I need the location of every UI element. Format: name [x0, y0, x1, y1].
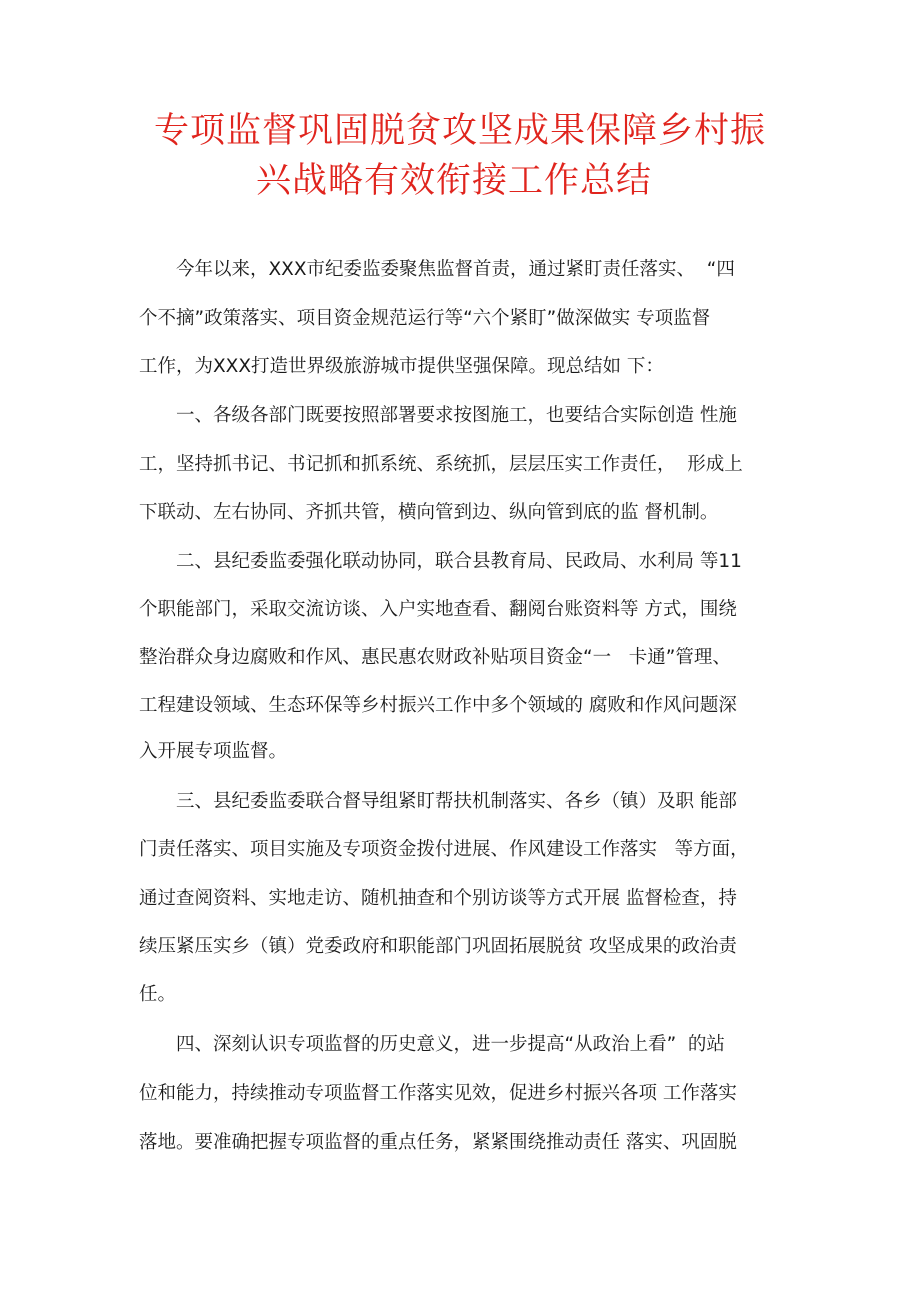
paragraph-3-line-3: 整治群众身边腐败和作风、惠民惠农财政补贴项目资金“一 卡通”管理、 — [139, 647, 731, 668]
paragraph-3-line-5: 入开展专项监督。 — [139, 741, 288, 762]
paragraph-1-line-3: 工作，为XXX打造世界级旅游城市提供坚强保障。现总结如 下： — [139, 356, 664, 377]
paragraph-4-line-4: 续压紧压实乡（镇）党委政府和职能部门巩固拓展脱贫 攻坚成果的政治责 — [139, 936, 737, 957]
document-title-line-2: 兴战略有效衔接工作总结 — [255, 161, 652, 201]
paragraph-2-line-2: 工，坚持抓书记、书记抓和抓系统、系统抓，层层压实工作责任， 形成上 — [139, 454, 743, 475]
paragraph-5-line-1: 四、深刻认识专项监督的历史意义，进一步提高“从政治上看” 的站 — [176, 1034, 725, 1055]
paragraph-1-line-2: 个不摘”政策落实、项目资金规范运行等“六个紧盯”做深做实 专项监督 — [139, 308, 711, 329]
paragraph-3-line-1: 二、县纪委监委强化联动协同，联合县教育局、民政局、水利局 等11 — [176, 551, 742, 572]
paragraph-3-line-2: 个职能部门，采取交流访谈、入户实地查看、翻阅台账资料等 方式，围绕 — [139, 599, 737, 620]
paragraph-5-line-2: 位和能力，持续推动专项监督工作落实见效，促进乡村振兴各项 工作落实 — [139, 1083, 737, 1104]
paragraph-2-line-1: 一、各级各部门既要按照部署要求按图施工，也要结合实际创造 性施 — [176, 405, 737, 426]
paragraph-3-line-4: 工程建设领域、生态环保等乡村振兴工作中多个领域的 腐败和作风问题深 — [139, 695, 737, 716]
paragraph-4-line-3: 通过查阅资料、实地走访、随机抽查和个别访谈等方式开展 监督检查，持 — [139, 888, 737, 909]
paragraph-4-line-5: 任。 — [139, 984, 177, 1005]
paragraph-2-line-3: 下联动、左右协同、齐抓共管，横向管到边、纵向管到底的监 督机制。 — [139, 502, 719, 523]
paragraph-1-line-1: 今年以来，XXX市纪委监委聚焦监督首责，通过紧盯责任落实、 “四 — [176, 259, 735, 280]
document-title-line-1: 专项监督巩固脱贫攻坚成果保障乡村振 — [153, 111, 766, 151]
paragraph-4-line-2: 门责任落实、项目实施及专项资金拨付进展、作风建设工作落实 等方面， — [139, 839, 749, 860]
paragraph-5-line-3: 落地。要准确把握专项监督的重点任务，紧紧围绕推动责任 落实、巩固脱 — [139, 1132, 737, 1153]
paragraph-4-line-1: 三、县纪委监委联合督导组紧盯帮扶机制落实、各乡（镇）及职 能部 — [176, 791, 737, 812]
